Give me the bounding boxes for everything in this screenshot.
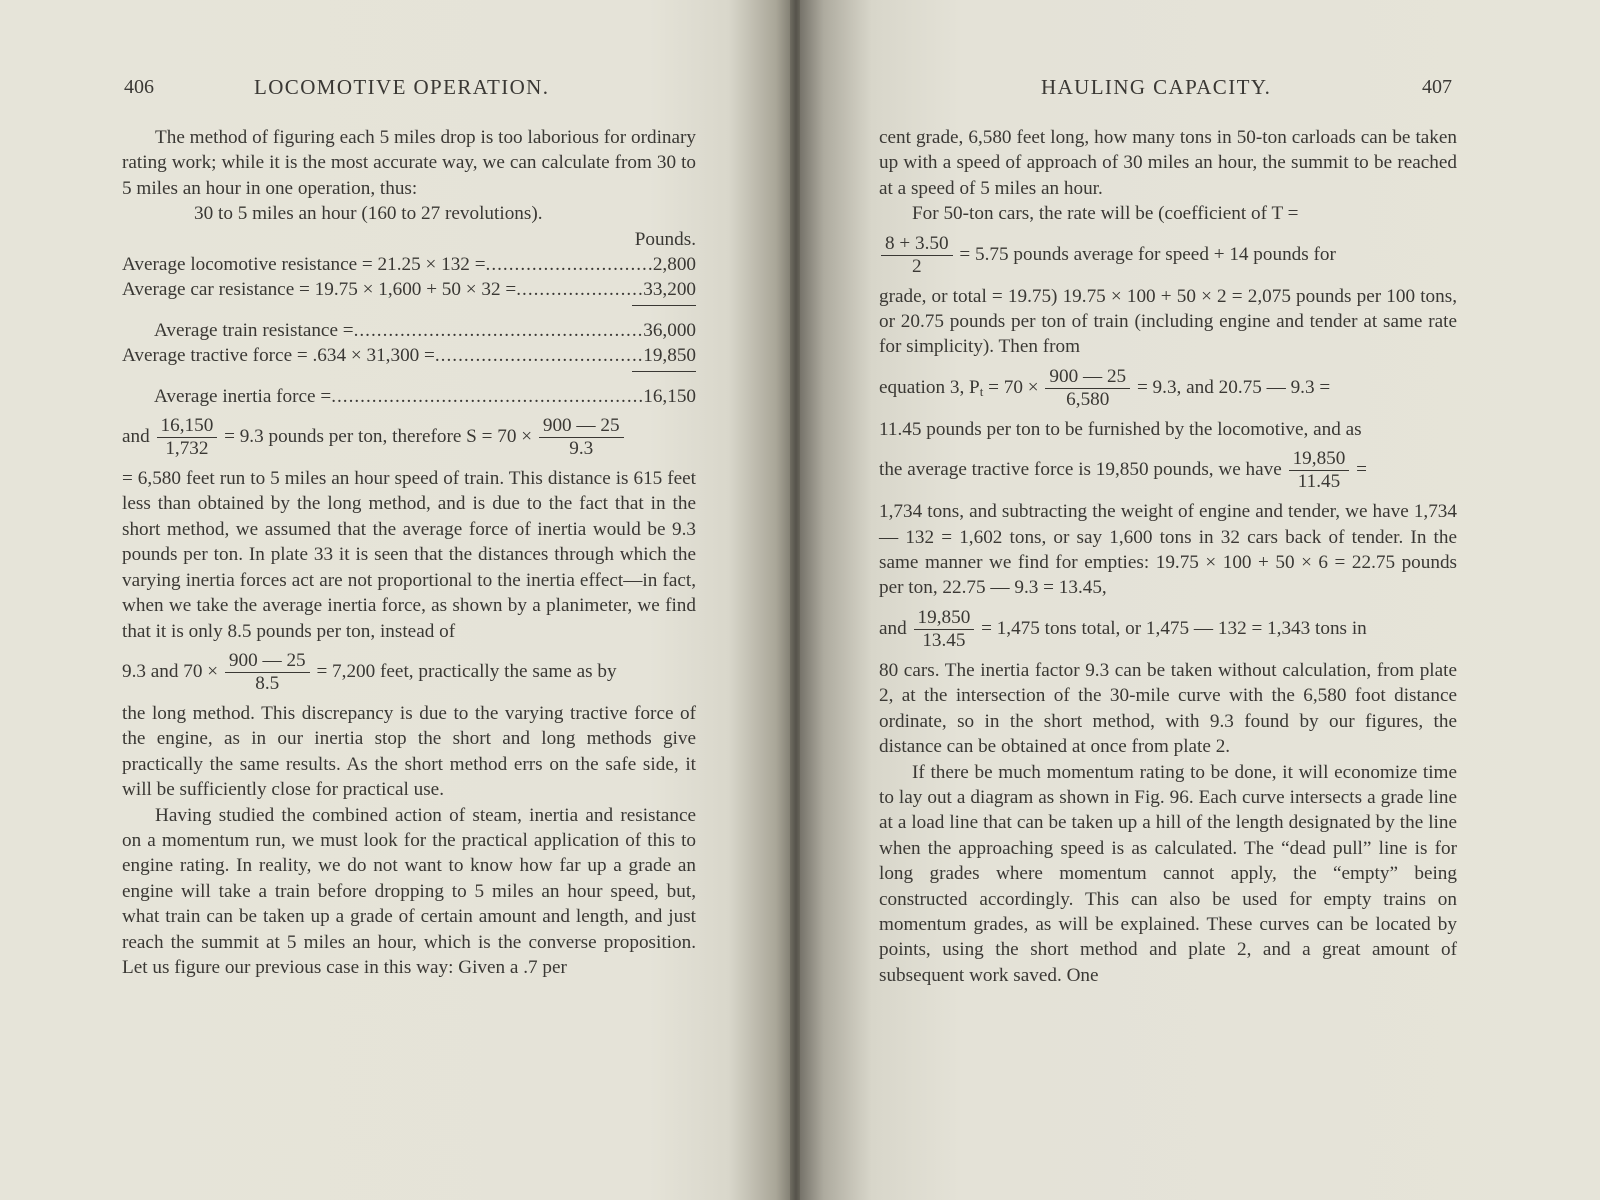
right-running-header: HAULING CAPACITY. [1041, 75, 1272, 99]
fraction [1045, 366, 1130, 411]
equation-middle: = 70 × [983, 376, 1039, 398]
row-value: 36,000 [643, 319, 696, 341]
leader-dots [331, 384, 643, 409]
paragraph: grade, or total = 19.75) 19.75 × 100 + 50 × 2 = 2,075 pounds per 100 tons, or 20.75 pounds per ton of train (including engine and tender at same rate for simplicity). Then from [879, 285, 1457, 358]
equation-tail: = 9.3, and 20.75 — 9.3 = [1136, 376, 1331, 398]
paragraph: = 6,580 feet run to 5 miles an hour speed of train. This distance is 615 feet less than obtained by the long method, and is due to the fact that in the short method, we assumed that the average force of inertia would be 9.3 pounds per ton. In plate 33 it is seen that the distances through which the varying inertia forces act are not proportional to the inertia effect—in fact, when we take the average inertia force, as shown by a planimeter, we find that it is only 8.5 pounds per ton, instead of [122, 468, 696, 642]
row-value: 33,200 [643, 279, 696, 301]
paragraph: 80 cars. The inertia factor 9.3 can be taken without calculation, from plate 2, at the intersection of the 30-mile curve with the 6,580 foot distance ordinate, so in the short method, with 9.3 found by our figures, the distance can be obtained at once from plate 2. [879, 659, 1457, 758]
denominator: 6,580 [1066, 388, 1110, 410]
row-label: Average locomotive resistance = 21.25 × 132 = [122, 254, 486, 276]
leader-dots [354, 318, 644, 343]
left-page [0, 0, 792, 1200]
subscript: t [979, 383, 984, 399]
equation-tons [879, 448, 1457, 493]
leader-dots [516, 277, 643, 302]
denominator: 1,732 [165, 438, 209, 460]
equation-tail: = 7,200 feet, practically the same as by [316, 660, 617, 682]
right-page-number: 407 [1422, 76, 1452, 98]
equation-tail: = [1356, 459, 1367, 481]
equation-3 [879, 366, 1457, 411]
denominator: 2 [912, 255, 922, 277]
numerator: 19,850 [914, 607, 975, 630]
numerator: 19,850 [1289, 448, 1350, 471]
train-resistance-row [122, 318, 696, 343]
car-resistance-row [122, 277, 696, 302]
units-label: Pounds. [634, 228, 696, 250]
locomotive-resistance-row [122, 252, 696, 277]
equation-lead: and [879, 617, 907, 639]
row-value: 2,800 [652, 254, 696, 276]
paragraph: The method of figuring each 5 miles drop is too laborious for ordinary rating work; while it is the most accurate way, we can calculate from 30 to 5 miles an hour in one operation, thus: [122, 127, 696, 199]
equation-tail: = 5.75 pounds average for speed + 14 pounds for [959, 243, 1336, 265]
row-label: Average car resistance = 19.75 × 1,600 + 50 × 32 = [122, 279, 517, 301]
denominator: 8.5 [255, 672, 280, 694]
row-label: Average tractive force = .634 × 31,300 = [122, 345, 435, 367]
equation-lead: and [122, 425, 150, 447]
equation-tail: = 1,475 tons total, or 1,475 — 132 = 1,343 tons in [981, 617, 1367, 639]
paragraph: 11.45 pounds per ton to be furnished by the locomotive, and as [879, 418, 1362, 440]
numerator: 16,150 [157, 415, 218, 438]
paragraph: For 50-ton cars, the rate will be (coefficient of T = [912, 203, 1299, 225]
inertia-force-row [122, 384, 696, 409]
sum-rule [632, 305, 696, 306]
left-body-text [122, 125, 696, 980]
row-label: Average inertia force = [154, 385, 332, 407]
paragraph: the long method. This discrepancy is due to the varying tractive force of the engine, as in our inertia stop the short and long methods give practically the same results. As the short method errs on the safe side, it will be sufficiently close for practical use. [122, 702, 696, 801]
tractive-force-row [122, 343, 696, 368]
equation-speed-coefficient [879, 233, 1457, 278]
calculation-heading: 30 to 5 miles an hour (160 to 27 revolutions). [194, 203, 543, 225]
row-value: 16,150 [643, 385, 696, 407]
row-label: Average train resistance = [154, 319, 354, 341]
left-page-number: 406 [124, 76, 154, 98]
numerator: 900 — 25 [225, 650, 310, 673]
equation-lead: 9.3 and 70 × [122, 660, 219, 682]
denominator: 11.45 [1297, 471, 1341, 493]
paragraph: If there be much momentum rating to be done, it will economize time to lay out a diagram as shown in Fig. 96. Each curve intersects a grade line at a load line that can be taken up a hill of the length designated by the line when the approaching speed is as calculated. The “dead pull” line is for long grades where momentum cannot apply, the “empty” being constructed accordingly. This can also be used for empty trains on momentum grades, as will be explained. These curves can be located by points, using the short method and plate 2, and a great amount of subsequent work saved. One [879, 761, 1457, 986]
fraction [225, 650, 310, 695]
numerator: 8 + 3.50 [881, 233, 953, 256]
denominator: 13.45 [922, 629, 966, 651]
equation-inertia-per-ton [122, 415, 696, 460]
fraction [881, 233, 953, 278]
numerator: 900 — 25 [539, 415, 624, 438]
leader-dots [486, 252, 653, 277]
paragraph: Having studied the combined action of steam, inertia and resistance on a momentum run, we must look for the practical application of this to engine rating. In reality, we do not want to know how far up a grade an engine will take a train before dropping to 5 miles an hour speed, but, what train can be taken up a grade of certain amount and length, and just reach the summit at 5 miles an hour, which is the converse proposition. Let us figure our previous case in this way: Given a .7 per [122, 804, 696, 978]
equation-lead: equation 3, P [879, 376, 980, 398]
left-running-header: LOCOMOTIVE OPERATION. [254, 75, 550, 99]
difference-rule [632, 371, 696, 372]
equation-empties [879, 607, 1457, 652]
row-value: 19,850 [643, 345, 696, 367]
fraction [539, 415, 624, 460]
numerator: 900 — 25 [1045, 366, 1130, 389]
paragraph: cent grade, 6,580 feet long, how many tons in 50-ton carloads can be taken up with a speed of approach of 30 miles an hour, the summit to be reached at a speed of 5 miles an hour. [879, 127, 1457, 199]
fraction [1289, 448, 1350, 493]
leader-dots [435, 343, 643, 368]
right-body-text [879, 125, 1457, 988]
equation-distance [122, 650, 696, 695]
equation-lead: the average tractive force is 19,850 pounds, we have [879, 459, 1282, 481]
fraction [914, 607, 975, 652]
denominator: 9.3 [569, 438, 594, 460]
equation-middle: = 9.3 pounds per ton, therefore S = 70 × [224, 425, 533, 447]
paragraph: 1,734 tons, and subtracting the weight of engine and tender, we have 1,734 — 132 = 1,602 tons, or say 1,600 tons in 32 cars back of tender. In the same manner we find for empties: 19.75 × 100 + 50 × 6 = 22.75 pounds per ton, 22.75 — 9.3 = 13.45, [879, 501, 1457, 599]
fraction [157, 415, 218, 460]
